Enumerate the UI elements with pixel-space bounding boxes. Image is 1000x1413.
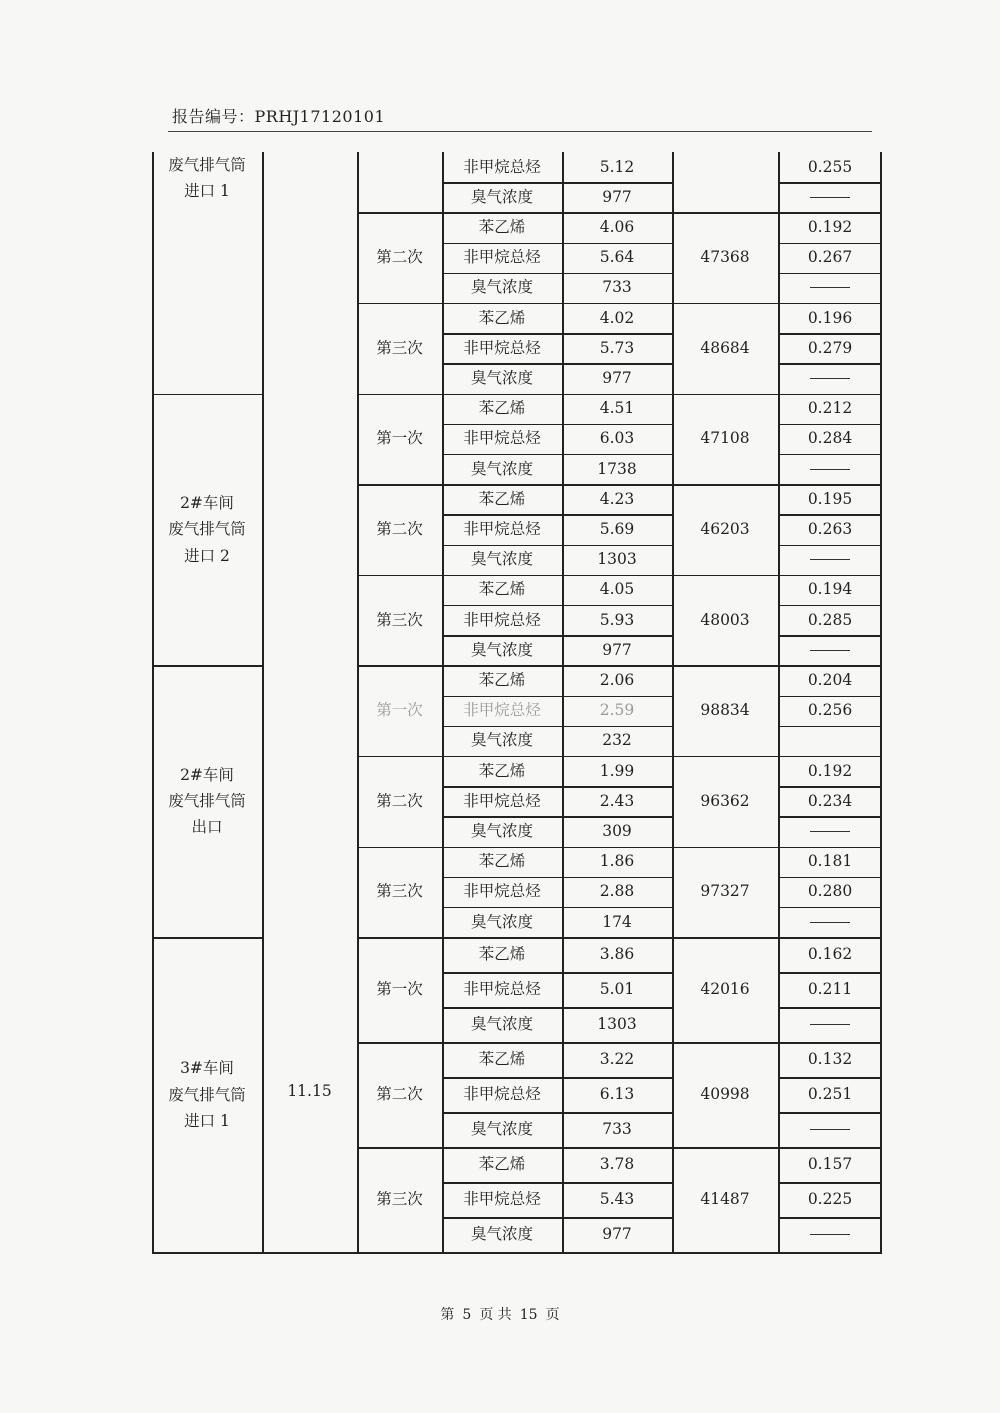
dash-mark [810, 650, 850, 651]
concentration-value: 2.88 [599, 882, 635, 901]
concentration-value: 5.93 [599, 610, 635, 629]
flow-rate-value: 96362 [700, 791, 750, 810]
sampling-round [357, 152, 442, 212]
flow-rate-value: 41487 [700, 1190, 750, 1209]
pollutant-item: 臭气浓度 [470, 912, 533, 931]
column-rule [357, 152, 359, 1252]
pollutant-item: 臭气浓度 [470, 550, 533, 569]
concentration-value: 3.78 [599, 1155, 635, 1174]
emission-rate-value: 0.157 [807, 1155, 853, 1174]
emission-rate-value [778, 816, 882, 846]
concentration-value: 977 [602, 1225, 632, 1244]
pollutant-item: 臭气浓度 [470, 1120, 533, 1139]
emission-rate-value: 0.255 [807, 157, 853, 176]
sampling-date: 11.15 [287, 1082, 332, 1101]
emission-rate-value: 0.279 [807, 338, 853, 357]
concentration-value: 733 [602, 278, 632, 297]
column-rule [562, 152, 564, 1252]
sampling-round: 第一次 [376, 429, 423, 448]
emission-rate-value: 0.280 [807, 882, 853, 901]
pollutant-item: 臭气浓度 [470, 1225, 533, 1244]
pollutant-item: 臭气浓度 [470, 459, 533, 478]
pollutant-item: 臭气浓度 [470, 731, 533, 750]
concentration-value: 4.23 [599, 489, 635, 508]
row-rule [152, 1252, 882, 1253]
concentration-value: 5.64 [599, 248, 635, 267]
concentration-value: 5.12 [599, 157, 635, 176]
pollutant-item: 非甲烷总烃 [463, 980, 541, 999]
flow-rate-value [672, 152, 778, 212]
dash-mark [810, 1129, 850, 1130]
dash-mark [810, 559, 850, 560]
pollutant-item: 臭气浓度 [470, 822, 533, 841]
page-footer [0, 1304, 1000, 1324]
concentration-value: 977 [602, 369, 632, 388]
dash-mark [810, 378, 850, 379]
sampling-location: 废气排气筒 进口 1 [168, 156, 246, 201]
concentration-value: 4.05 [599, 580, 635, 599]
emission-rate-value: 0.204 [807, 671, 853, 690]
concentration-value: 5.73 [599, 338, 635, 357]
emission-rate-value [778, 726, 882, 756]
pollutant-item: 苯乙烯 [478, 218, 526, 237]
concentration-value: 2.59 [599, 701, 635, 720]
header-divider [168, 131, 872, 132]
pollutant-item: 非甲烷总烃 [463, 520, 541, 539]
sampling-round: 第三次 [376, 882, 423, 901]
emission-rate-value: 0.211 [807, 980, 853, 999]
sampling-round: 第二次 [376, 791, 423, 810]
pollutant-item: 苯乙烯 [478, 399, 526, 418]
page-total: 15 [519, 1307, 538, 1323]
emission-rate-value: 0.132 [807, 1050, 853, 1069]
dash-mark [810, 287, 850, 288]
sampling-round: 第一次 [376, 701, 423, 720]
emission-rate-value: 0.256 [807, 701, 853, 720]
emission-rate-value: 0.181 [807, 852, 853, 871]
emission-rate-value [778, 273, 882, 303]
column-rule [672, 152, 674, 1252]
emission-rate-value: 0.212 [807, 399, 853, 418]
emission-rate-value [778, 1217, 882, 1252]
pollutant-item: 苯乙烯 [478, 1050, 526, 1069]
concentration-value: 2.06 [599, 671, 635, 690]
pollutant-item: 非甲烷总烃 [463, 701, 541, 720]
emission-rate-value [778, 182, 882, 212]
flow-rate-value: 48003 [700, 610, 750, 629]
sampling-round: 第二次 [376, 520, 423, 539]
pollutant-item: 苯乙烯 [478, 580, 526, 599]
emission-rate-value [778, 1007, 882, 1042]
pollutant-item: 臭气浓度 [470, 278, 533, 297]
pollutant-item: 非甲烷总烃 [463, 610, 541, 629]
pollutant-item: 非甲烷总烃 [463, 882, 541, 901]
emission-rate-value: 0.196 [807, 308, 853, 327]
emission-rate-value [778, 635, 882, 665]
pollutant-item: 苯乙烯 [478, 761, 526, 780]
sampling-round: 第一次 [376, 980, 423, 999]
dash-mark [810, 1024, 850, 1025]
emission-rate-value: 0.195 [807, 489, 853, 508]
emission-rate-value [778, 363, 882, 393]
emission-rate-value: 0.162 [807, 945, 853, 964]
sampling-location: 2#车间 废气排气筒 进口 2 [168, 493, 246, 565]
concentration-value: 977 [602, 640, 632, 659]
emission-rate-value [778, 454, 882, 484]
concentration-value: 4.02 [599, 308, 635, 327]
emission-rate-value: 0.225 [807, 1190, 853, 1209]
pollutant-item: 臭气浓度 [470, 1015, 533, 1034]
pollutant-item: 苯乙烯 [478, 945, 526, 964]
concentration-value: 174 [602, 912, 632, 931]
pollutant-item: 非甲烷总烃 [463, 338, 541, 357]
pollutant-item: 苯乙烯 [478, 671, 526, 690]
pollutant-item: 非甲烷总烃 [463, 791, 541, 810]
sampling-location: 2#车间 废气排气筒 出口 [168, 765, 246, 837]
pollutant-item: 苯乙烯 [478, 308, 526, 327]
pollutant-item: 臭气浓度 [470, 640, 533, 659]
emission-rate-value [778, 907, 882, 937]
page-mid: 页 共 [479, 1307, 512, 1323]
flow-rate-value: 40998 [700, 1085, 750, 1104]
pollutant-item: 非甲烷总烃 [463, 429, 541, 448]
pollutant-item: 非甲烷总烃 [463, 248, 541, 267]
concentration-value: 6.13 [599, 1085, 635, 1104]
sampling-round: 第三次 [376, 610, 423, 629]
column-rule [778, 152, 780, 1252]
pollutant-item: 苯乙烯 [478, 852, 526, 871]
column-rule [442, 152, 444, 1252]
sampling-round: 第三次 [376, 338, 423, 357]
flow-rate-value: 47108 [700, 429, 750, 448]
concentration-value: 4.06 [599, 218, 635, 237]
concentration-value: 309 [602, 822, 632, 841]
emission-rate-value: 0.285 [807, 610, 853, 629]
emission-rate-value: 0.267 [807, 248, 853, 267]
concentration-value: 1303 [597, 1015, 637, 1034]
emission-rate-value: 0.251 [807, 1085, 853, 1104]
flow-rate-value: 47368 [700, 248, 750, 267]
column-rule [880, 152, 882, 1252]
page-suffix: 页 [545, 1307, 560, 1323]
concentration-value: 5.01 [599, 980, 635, 999]
concentration-value: 3.86 [599, 945, 635, 964]
report-number: 报告编号：PRHJ17120101 [172, 107, 386, 126]
dash-mark [810, 197, 850, 198]
concentration-value: 1.86 [599, 852, 635, 871]
concentration-value: 6.03 [599, 429, 635, 448]
flow-rate-value: 97327 [700, 882, 750, 901]
dash-mark [810, 1234, 850, 1235]
sampling-location: 3#车间 废气排气筒 进口 1 [168, 1059, 246, 1130]
concentration-value: 5.43 [599, 1190, 635, 1209]
dash-mark [810, 922, 850, 923]
sampling-round: 第三次 [376, 1190, 423, 1209]
concentration-value: 232 [602, 731, 632, 750]
pollutant-item: 苯乙烯 [478, 1155, 526, 1174]
emission-rate-value: 0.192 [807, 761, 853, 780]
pollutant-item: 臭气浓度 [470, 187, 533, 206]
dash-mark [810, 831, 850, 832]
pollutant-item: 非甲烷总烃 [463, 1190, 541, 1209]
emission-rate-value: 0.284 [807, 429, 853, 448]
sampling-round: 第二次 [376, 1085, 423, 1104]
concentration-value: 4.51 [599, 399, 635, 418]
emission-rate-value [778, 545, 882, 575]
emission-rate-value: 0.234 [807, 791, 853, 810]
page-number: 5 [462, 1307, 472, 1323]
pollutant-item: 非甲烷总烃 [463, 157, 541, 176]
concentration-value: 977 [602, 187, 632, 206]
flow-rate-value: 48684 [700, 338, 750, 357]
emission-rate-value: 0.194 [807, 580, 853, 599]
page-prefix: 第 [440, 1307, 455, 1323]
flow-rate-value: 98834 [700, 701, 750, 720]
flow-rate-value: 46203 [700, 520, 750, 539]
concentration-value: 1738 [597, 459, 637, 478]
concentration-value: 5.69 [599, 520, 635, 539]
concentration-value: 1.99 [599, 761, 635, 780]
flow-rate-value: 42016 [700, 980, 750, 999]
pollutant-item: 非甲烷总烃 [463, 1085, 541, 1104]
concentration-value: 733 [602, 1120, 632, 1139]
pollutant-item: 苯乙烯 [478, 489, 526, 508]
emission-rate-value: 0.263 [807, 520, 853, 539]
sampling-round: 第二次 [376, 248, 423, 267]
pollutant-item: 臭气浓度 [470, 369, 533, 388]
concentration-value: 1303 [597, 550, 637, 569]
concentration-value: 2.43 [599, 791, 635, 810]
emission-rate-value: 0.192 [807, 218, 853, 237]
emission-rate-value [778, 1112, 882, 1147]
column-rule [262, 152, 264, 1252]
column-rule [152, 152, 154, 1252]
concentration-value: 3.22 [599, 1050, 635, 1069]
dash-mark [810, 469, 850, 470]
